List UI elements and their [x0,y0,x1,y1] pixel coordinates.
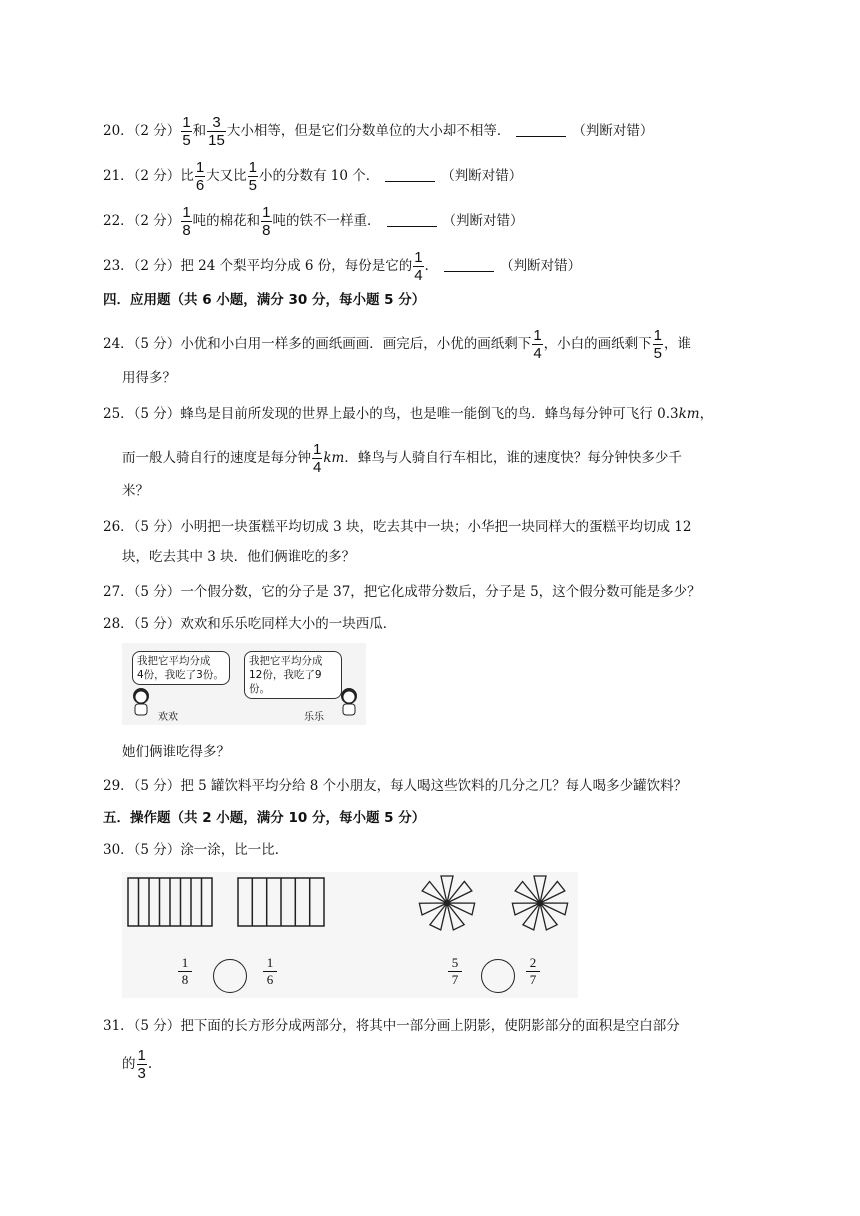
answer-blank[interactable] [444,257,494,272]
shading-exercise [122,872,578,998]
question-20: 20．（2 分） $\frac{1}{5}$ 和 $\frac{3}{15}$ 大小相等，但是它们分数单位的大小却不相等． （判断对错） [103,114,654,149]
fraction: $\frac{1}{6}$ [195,159,205,194]
section-heading: 四．应用题（共 6 小题，满分 30 分，每小题 5 分） [103,292,426,308]
fraction: $\frac{3}{15}$ [208,114,225,149]
question-24-cont: 用得多？ [122,370,176,386]
question-30: 30．（5 分）涂一涂，比一比． [103,842,289,858]
girl-huanhuan-icon [130,687,152,717]
question-26-cont: 块，吃去其中 3 块．他们俩谁吃的多？ [122,549,356,565]
question-24: 24．（5 分）小优和小白用一样多的画纸画画．画完后，小优的画纸剩下 $\frac{1}{4}$ ，小白的画纸剩下 $\frac{1}{5}$ ，谁 [103,327,691,362]
question-29: 29．（5 分）把 5 罐饮料平均分给 8 个小朋友，每人喝这些饮料的几分之几？每人喝多少罐饮料？ [103,778,688,794]
fraction: $\frac{1}{5}$ [248,159,257,194]
answer-blank[interactable] [385,167,435,182]
pinwheel-left [419,876,474,930]
fraction: $\frac{1}{4}$ [414,249,423,284]
question-26: 26．（5 分）小明把一块蛋糕平均切成 3 块，吃去其中一块；小华把一块同样大的蛋糕平均切成 12 [103,519,692,535]
fraction: $\frac{1}{4}$ [313,441,322,476]
question-22: 22．（2 分） $\frac{1}{8}$ 吨的棉花和 $\frac{1}{8}$ 吨的铁不一样重． （判断对错） [103,204,524,239]
fraction-1-6: 1 6 [263,956,277,987]
rectangle-sixths [238,878,324,926]
name-huanhuan: 欢欢 [158,712,178,723]
speech-bubble-huanhuan: 我把它平均分成 4份，我吃了3份。 [132,651,230,685]
answer-blank[interactable] [516,122,566,137]
girl-lele-icon [338,687,360,717]
name-lele: 乐乐 [304,712,324,723]
fraction-2-7: 2 7 [526,956,540,987]
question-25-line2: 而一般人骑自行的速度是每分钟 $\frac{1}{4}$ km．蜂鸟与人骑自行车相比，谁的速度快？每分钟快多少千 [122,441,682,476]
dialog-illustration [122,643,366,725]
answer-blank[interactable] [387,212,437,227]
pinwheel-right [512,876,567,930]
question-25-cont: 米？ [122,483,149,499]
question-25: 25．（5 分）蜂鸟是目前所发现的世界上最小的鸟，也是唯一能倒飞的鸟．蜂鸟每分钟可飞行 0.3km， [103,406,714,422]
fraction: $\frac{1}{3}$ [137,1047,146,1082]
question-21: 21．（2 分）比 $\frac{1}{6}$ 大又比 $\frac{1}{5}$ 小的分数有 10 个． （判断对错） [103,159,523,194]
fraction: $\frac{1}{4}$ [533,327,542,362]
fraction: $\frac{1}{5}$ [182,114,191,149]
speech-bubble-lele: 我把它平均分成 12份，我吃了9份。 [244,651,342,699]
question-27: 27．（5 分）一个假分数，它的分子是 37，把它化成带分数后，分子是 5，这个假分数可能是多少？ [103,584,701,600]
fraction-5-7: 5 7 [448,956,462,987]
rectangle-eighths [128,878,212,926]
fraction: $\frac{1}{8}$ [262,204,271,239]
fraction: $\frac{1}{8}$ [182,204,191,239]
fraction-1-8: 1 8 [178,956,192,987]
question-28: 28．（5 分）欢欢和乐乐吃同样大小的一块西瓜． [103,616,397,632]
question-28-prompt: 她们俩谁吃得多？ [122,744,230,760]
compare-circle[interactable] [213,959,247,993]
question-23: 23．（2 分）把 24 个梨平均分成 6 份，每份是它的 $\frac{1}{4}$ ． （判断对错） [103,249,582,284]
question-31: 31．（5 分）把下面的长方形分成两部分，将其中一部分画上阴影，使阴影部分的面积是空白部分 [103,1018,680,1034]
fraction: $\frac{1}{5}$ [653,327,662,362]
compare-circle[interactable] [481,959,515,993]
question-31-cont: 的 $\frac{1}{3}$ . [122,1047,153,1082]
section-heading: 五．操作题（共 2 小题，满分 10 分，每小题 5 分） [103,810,426,826]
